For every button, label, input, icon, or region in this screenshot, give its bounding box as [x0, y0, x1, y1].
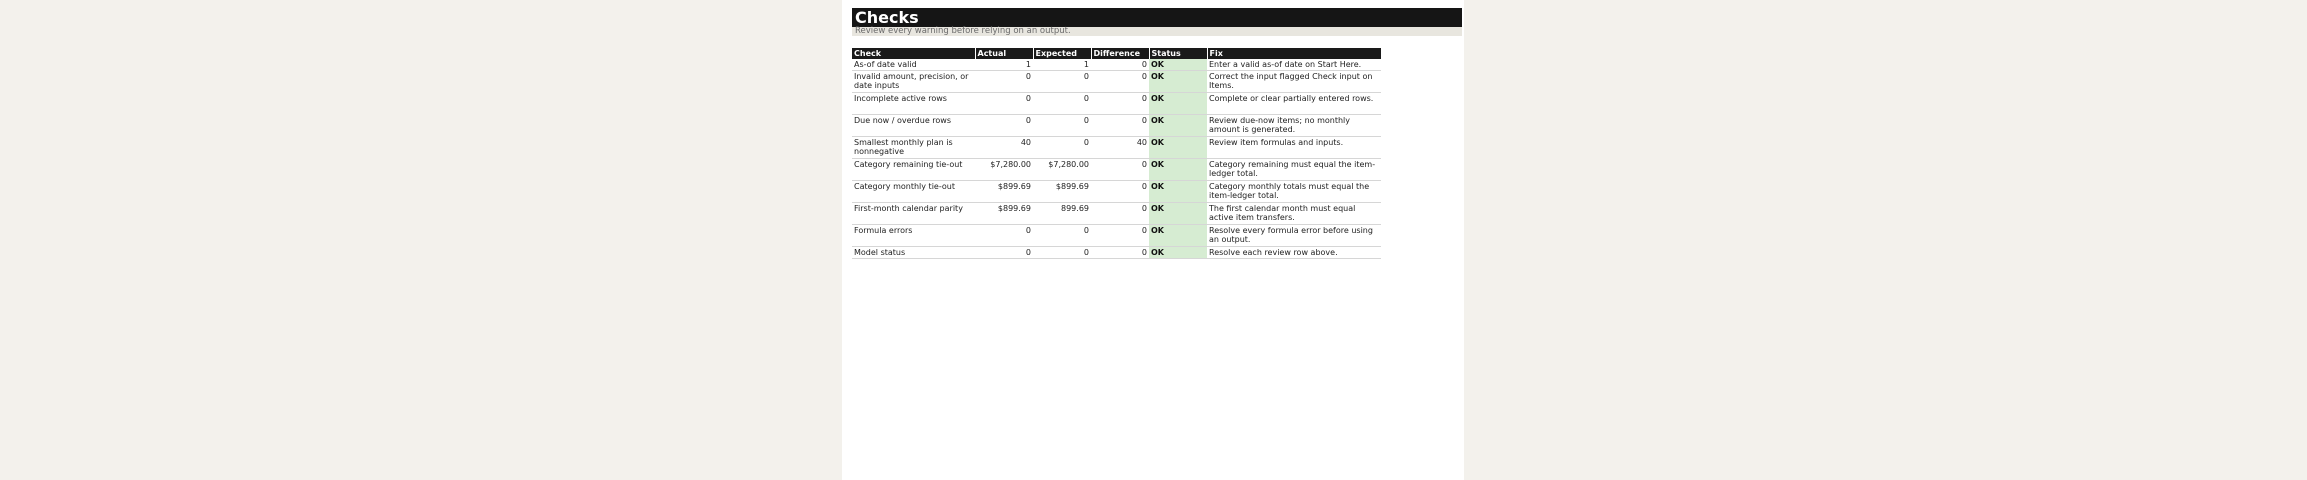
- table-row: [852, 181, 1381, 203]
- cell-actual[interactable]: 0: [975, 115, 1033, 137]
- cell-difference[interactable]: 0: [1091, 203, 1149, 225]
- cell-actual[interactable]: 1: [975, 59, 1033, 71]
- checks-table: [852, 48, 1382, 259]
- cell-fix[interactable]: Resolve each review row above.: [1207, 247, 1381, 259]
- cell-status[interactable]: OK: [1149, 59, 1207, 71]
- table-row: [852, 159, 1381, 181]
- cell-fix[interactable]: Complete or clear partially entered rows.: [1207, 93, 1381, 115]
- cell-check[interactable]: Category monthly tie-out: [852, 181, 975, 203]
- cell-actual[interactable]: 0: [975, 247, 1033, 259]
- cell-status[interactable]: OK: [1149, 225, 1207, 247]
- cell-fix[interactable]: Category remaining must equal the item-ledger total.: [1207, 159, 1381, 181]
- table-header-row: [852, 48, 1381, 59]
- cell-status[interactable]: OK: [1149, 137, 1207, 159]
- table-row: [852, 59, 1381, 71]
- cell-expected[interactable]: 0: [1033, 137, 1091, 159]
- cell-status[interactable]: OK: [1149, 247, 1207, 259]
- cell-difference[interactable]: 0: [1091, 59, 1149, 71]
- cell-difference[interactable]: 0: [1091, 225, 1149, 247]
- column-header-expected[interactable]: Expected: [1033, 48, 1091, 59]
- cell-difference[interactable]: 0: [1091, 247, 1149, 259]
- table-row: [852, 115, 1381, 137]
- cell-status[interactable]: OK: [1149, 159, 1207, 181]
- cell-check[interactable]: Model status: [852, 247, 975, 259]
- column-header-check[interactable]: Check: [852, 48, 975, 59]
- cell-status[interactable]: OK: [1149, 71, 1207, 93]
- cell-fix[interactable]: Enter a valid as-of date on Start Here.: [1207, 59, 1381, 71]
- cell-expected[interactable]: $899.69: [1033, 181, 1091, 203]
- cell-difference[interactable]: 0: [1091, 115, 1149, 137]
- cell-difference[interactable]: 0: [1091, 181, 1149, 203]
- title-bar: [852, 8, 1462, 27]
- column-header-status[interactable]: Status: [1149, 48, 1207, 59]
- column-header-actual[interactable]: Actual: [975, 48, 1033, 59]
- cell-fix[interactable]: Resolve every formula error before using an output.: [1207, 225, 1381, 247]
- cell-fix[interactable]: Correct the input flagged Check input on Items.: [1207, 71, 1381, 93]
- cell-check[interactable]: Incomplete active rows: [852, 93, 975, 115]
- cell-actual[interactable]: $7,280.00: [975, 159, 1033, 181]
- cell-expected[interactable]: 0: [1033, 71, 1091, 93]
- cell-status[interactable]: OK: [1149, 115, 1207, 137]
- column-header-difference[interactable]: Difference: [1091, 48, 1149, 59]
- cell-actual[interactable]: 0: [975, 93, 1033, 115]
- cell-check[interactable]: Due now / overdue rows: [852, 115, 975, 137]
- cell-fix[interactable]: The first calendar month must equal active item transfers.: [1207, 203, 1381, 225]
- cell-actual[interactable]: $899.69: [975, 181, 1033, 203]
- cell-check[interactable]: Category remaining tie-out: [852, 159, 975, 181]
- cell-fix[interactable]: Review due-now items; no monthly amount is generated.: [1207, 115, 1381, 137]
- table-row: [852, 137, 1381, 159]
- worksheet: [842, 0, 1464, 480]
- cell-expected[interactable]: 899.69: [1033, 203, 1091, 225]
- cell-check[interactable]: First-month calendar parity: [852, 203, 975, 225]
- column-header-fix[interactable]: Fix: [1207, 48, 1381, 59]
- table-row: [852, 203, 1381, 225]
- cell-expected[interactable]: 1: [1033, 59, 1091, 71]
- cell-check[interactable]: As-of date valid: [852, 59, 975, 71]
- subtitle-bar: [852, 27, 1462, 36]
- cell-expected[interactable]: 0: [1033, 247, 1091, 259]
- table-row: [852, 71, 1381, 93]
- cell-difference[interactable]: 0: [1091, 71, 1149, 93]
- page-subtitle: Review every warning before relying on an output.: [855, 26, 1071, 36]
- cell-status[interactable]: OK: [1149, 93, 1207, 115]
- cell-check[interactable]: Invalid amount, precision, or date inputs: [852, 71, 975, 93]
- cell-expected[interactable]: 0: [1033, 115, 1091, 137]
- cell-expected[interactable]: 0: [1033, 225, 1091, 247]
- cell-check[interactable]: Smallest monthly plan is nonnegative: [852, 137, 975, 159]
- cell-expected[interactable]: $7,280.00: [1033, 159, 1091, 181]
- cell-actual[interactable]: 0: [975, 225, 1033, 247]
- cell-actual[interactable]: 40: [975, 137, 1033, 159]
- cell-difference[interactable]: 40: [1091, 137, 1149, 159]
- table-row: [852, 93, 1381, 115]
- cell-check[interactable]: Formula errors: [852, 225, 975, 247]
- cell-difference[interactable]: 0: [1091, 159, 1149, 181]
- page-title: Checks: [855, 8, 919, 27]
- cell-fix[interactable]: Category monthly totals must equal the item-ledger total.: [1207, 181, 1381, 203]
- cell-expected[interactable]: 0: [1033, 93, 1091, 115]
- table-row: [852, 247, 1381, 259]
- cell-status[interactable]: OK: [1149, 203, 1207, 225]
- cell-fix[interactable]: Review item formulas and inputs.: [1207, 137, 1381, 159]
- table-row: [852, 225, 1381, 247]
- cell-difference[interactable]: 0: [1091, 93, 1149, 115]
- cell-actual[interactable]: $899.69: [975, 203, 1033, 225]
- cell-actual[interactable]: 0: [975, 71, 1033, 93]
- cell-status[interactable]: OK: [1149, 181, 1207, 203]
